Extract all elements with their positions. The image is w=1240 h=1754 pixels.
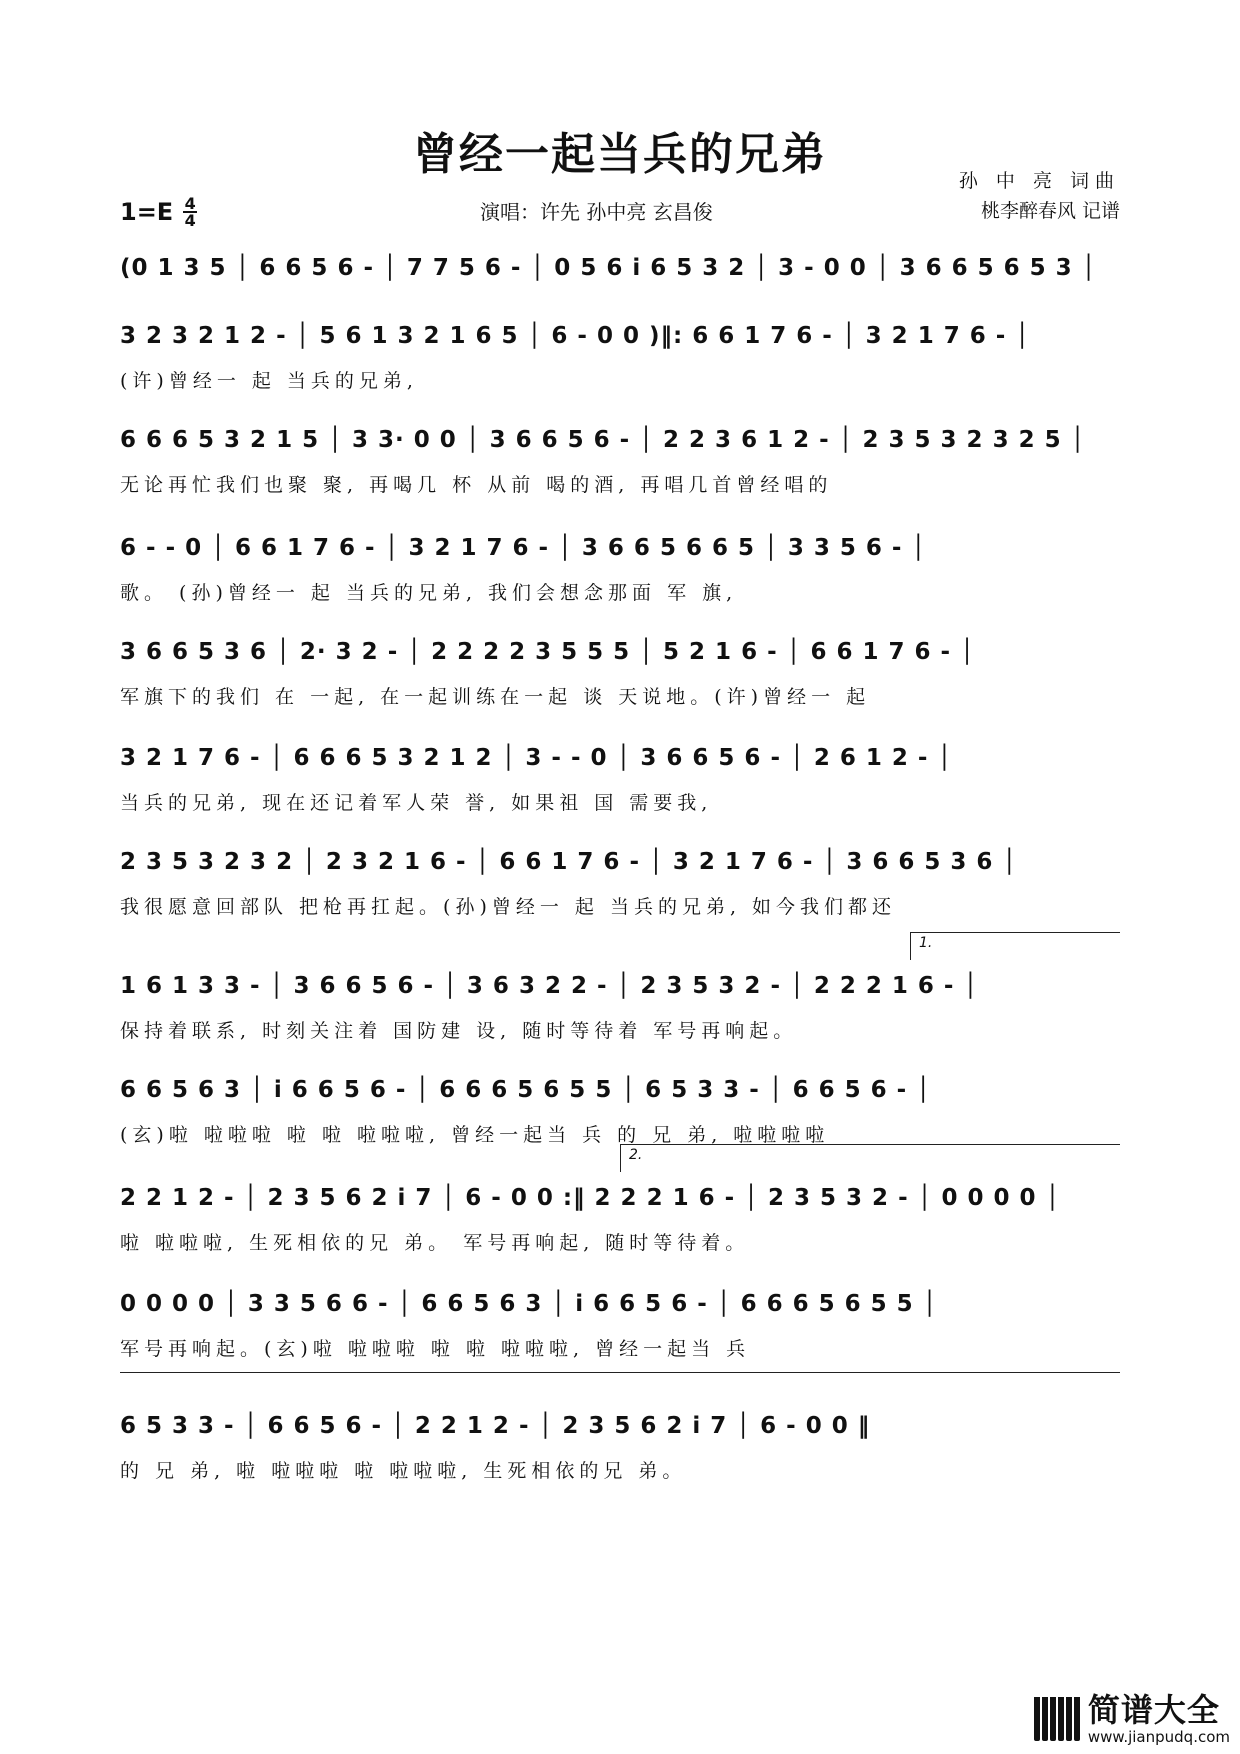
lyric-line: 的 兄 弟, 啦 啦啦啦 啦 啦啦啦, 生死相依的兄 弟。 xyxy=(120,1460,687,1482)
key-signature xyxy=(120,196,197,228)
notation-line: 0 0 0 0 │ 3 3 5 6 6 - │ 6 6 5 6 3 │ i 6 6 5 6 - │ 6 6 6 5 6 5 5 │ xyxy=(120,1291,938,1317)
lyric-line: (玄)啦 啦啦啦 啦 啦 啦啦啦, 曾经一起当 兵 的 兄 弟, 啦啦啦啦 xyxy=(120,1124,830,1146)
notation-line: 6 - - 0 │ 6 6 1 7 6 - │ 3 2 1 7 6 - │ 3 6 6 5 6 6 5 │ 3 3 5 6 - │ xyxy=(120,535,927,561)
lyric-line: 无论再忙我们也聚 聚, 再喝几 杯 从前 喝的酒, 再唱几首曾经唱的 xyxy=(120,474,833,496)
notation-line: 3 2 1 7 6 - │ 6 6 6 5 3 2 1 2 │ 3 - - 0 │ 3 6 6 5 6 - │ 2 6 1 2 - │ xyxy=(120,745,953,771)
watermark-url: www.jianpudq.com xyxy=(1087,1728,1230,1746)
time-signature-top: 4 xyxy=(184,194,196,213)
lyric-line: 军号再响起。(玄)啦 啦啦啦 啦 啦 啦啦啦, 曾经一起当 兵 xyxy=(120,1338,751,1360)
lyric-line: 保持着联系, 时刻关注着 国防建 设, 随时等待着 军号再响起。 xyxy=(120,1020,798,1042)
time-signature-bottom: 4 xyxy=(184,211,196,230)
transcriber: 桃李醉春风 记谱 xyxy=(980,200,1120,222)
lyric-line: (许)曾经一 起 当兵的兄弟, xyxy=(120,370,418,392)
notation-line: 2 3 5 3 2 3 2 │ 2 3 2 1 6 - │ 6 6 1 7 6 - │ 3 2 1 7 6 - │ 3 6 6 5 3 6 │ xyxy=(120,849,1018,875)
notation-line: 6 6 6 5 3 2 1 5 │ 3 3· 0 0 │ 3 6 6 5 6 - │ 2 2 3 6 1 2 - │ 2 3 5 3 2 3 2 5 │ xyxy=(120,427,1086,453)
site-watermark xyxy=(1034,1692,1230,1746)
lyric-line: 啦 啦啦啦, 生死相依的兄 弟。 军号再响起, 随时等待着。 xyxy=(120,1232,750,1254)
notation-line: 2 2 1 2 - │ 2 3 5 6 2 i 7 │ 6 - 0 0 :‖ 2 2 2 1 6 - │ 2 3 5 3 2 - │ 0 0 0 0 │ xyxy=(120,1185,1061,1211)
volta-second-ending: 2. xyxy=(620,1144,1120,1172)
notation-line: 3 2 3 2 1 2 - │ 5 6 1 3 2 1 6 5 │ 6 - 0 0 )‖: 6 6 1 7 6 - │ 3 2 1 7 6 - │ xyxy=(120,323,1031,349)
notation-line: (0 1 3 5 │ 6 6 5 6 - │ 7 7 5 6 - │ 0 5 6 i 6 5 3 2 │ 3 - 0 0 │ 3 6 6 5 6 5 3 │ xyxy=(120,255,1097,281)
lyricist-composer: 孙 中 亮 词曲 xyxy=(958,170,1120,192)
time-signature xyxy=(183,196,197,228)
lyric-line: 歌。 (孙)曾经一 起 当兵的兄弟, 我们会想念那面 军 旗, xyxy=(120,582,738,604)
key-label: 1=E xyxy=(120,198,174,226)
notation-line: 6 5 3 3 - │ 6 6 5 6 - │ 2 2 1 2 - │ 2 3 5 6 2 i 7 │ 6 - 0 0 ‖ xyxy=(120,1413,871,1439)
notation-line: 3 6 6 5 3 6 │ 2· 3 2 - │ 2 2 2 2 3 5 5 5 │ 5 2 1 6 - │ 6 6 1 7 6 - │ xyxy=(120,639,975,665)
watermark-text xyxy=(1088,1692,1230,1746)
volta-first-ending: 1. xyxy=(910,932,1120,960)
score-title: 曾经一起当兵的兄弟 xyxy=(413,129,827,180)
watermark-name: 简谱大全 xyxy=(1087,1691,1220,1729)
tie-line xyxy=(120,1372,1120,1400)
notation-line: 6 6 5 6 3 │ i 6 6 5 6 - │ 6 6 6 5 6 5 5 │ 6 5 3 3 - │ 6 6 5 6 - │ xyxy=(120,1077,932,1103)
lyric-line: 当兵的兄弟, 现在还记着军人荣 誉, 如果祖 国 需要我, xyxy=(120,792,713,814)
lyric-line: 军旗下的我们 在 一起, 在一起训练在一起 谈 天说地。(许)曾经一 起 xyxy=(120,686,871,708)
singers: 演唱：许先 孙中亮 玄昌俊 xyxy=(480,200,713,224)
piano-keys-icon xyxy=(1034,1697,1080,1741)
lyric-line: 我很愿意回部队 把枪再扛起。(孙)曾经一 起 当兵的兄弟, 如今我们都还 xyxy=(120,896,897,918)
notation-line: 1 6 1 3 3 - │ 3 6 6 5 6 - │ 3 6 3 2 2 - │ 2 3 5 3 2 - │ 2 2 2 1 6 - │ xyxy=(120,973,979,999)
